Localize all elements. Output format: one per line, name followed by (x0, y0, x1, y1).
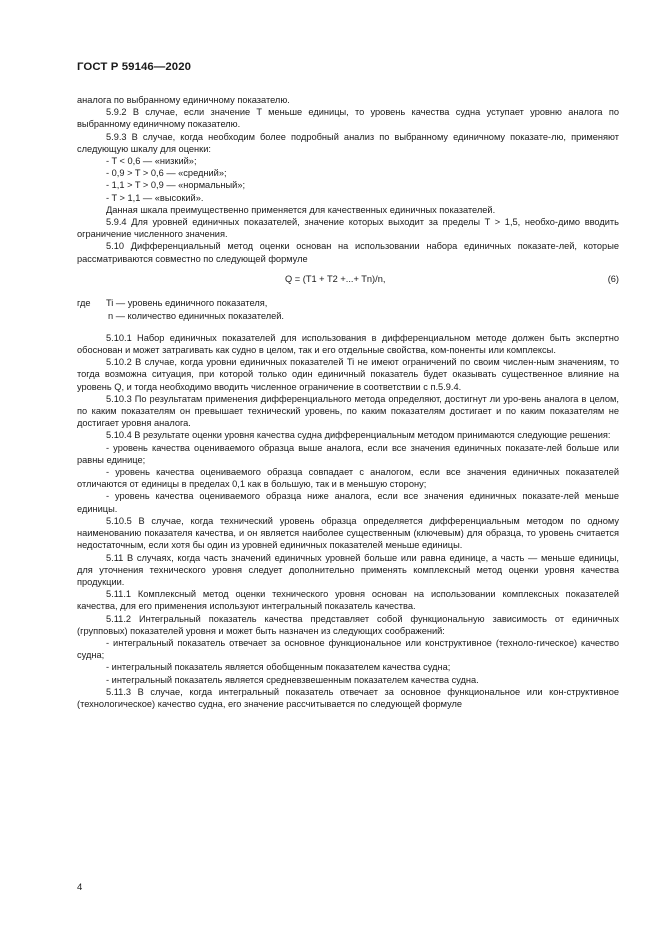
document-body (77, 94, 619, 710)
paragraph-5-10: 5.10 Дифференциальный метод оценки основан на использовании набора единичных показате-лей, которые рассматриваются совместно по следующей формуле (77, 241, 619, 264)
formula-6 (77, 265, 619, 297)
scale-item-normal: - 1,1 > T > 0,9 — «нормальный»; (106, 180, 246, 191)
formula-text: Q = (T1 + T2 +...+ Tn)/n, (285, 273, 386, 284)
paragraph-5-11: 5.11 В случаях, когда часть значений единичных уровней больше или равна единице, а часть — меньше единицы, для уточнения технического уровня следует дополнительно применять комплексный метод оценки уровня качества продукции. (77, 552, 619, 587)
integral-item: - интегральный показатель является обобщенным показателем качества судна; (106, 662, 451, 673)
paragraph-5-10-5: 5.10.5 В случае, когда технический уровень образца определяется дифференциальным методом по одному наименованию показателя качества, и он является наиболее существенным (ключевым) для образца, то уровень считается недостаточным, если хотя бы один из уровней единичных показателей меньше единицы. (77, 515, 619, 551)
paragraph-5-11-1: 5.11.1 Комплексный метод оценки технического уровня основан на использовании комплексных показателей качества, для его применения используют интегральный показатель качества. (77, 589, 619, 612)
decision-item: - уровень качества оцениваемого образца ниже аналога, если все значения единичных показате-лей меньше единицы. (77, 491, 619, 514)
where-label: где (77, 297, 91, 308)
where-block (77, 297, 619, 310)
paragraph-5-11-3: 5.11.3 В случае, когда интегральный показатель отвечает за основное функциональное или кон-структивное (технологическое) качество судна, его значение рассчитывается по следующей формуле (77, 686, 619, 709)
paragraph-5-9-3: 5.9.3 В случае, когда необходим более подробный анализ по выбранному единичному показате-лю, применяют следующую шкалу для оценки: (77, 131, 619, 154)
paragraph-5-10-4: 5.10.4 В результате оценки уровня качества судна дифференциальным методом принимаются следующие решения: (106, 430, 611, 441)
text-line: аналога по выбранному единичному показателю. (77, 95, 290, 105)
formula-number: (6) (607, 273, 619, 284)
standard-header: ГОСТ Р 59146—2020 (77, 61, 192, 73)
paragraph-5-10-1: 5.10.1 Набор единичных показателей для использования в дифференциальном методе должен быть экспертно обоснован и может затрагивать как судно в целом, так и его отдельные свойства, ком-поненты или комплексы. (77, 332, 619, 356)
scale-item-high: - T > 1,1 — «высокий». (106, 192, 204, 203)
scale-item-medium: - 0,9 > T > 0,6 — «средний»; (106, 168, 227, 179)
integral-item: - интегральный показатель является средневзвешенным показателем качества судна. (106, 674, 479, 685)
paragraph-5-11-2: 5.11.2 Интегральный показатель качества представляет собой функциональную зависимость от единичных (групповых) показателей уровня и может быть назначен из следующих соображений: (77, 613, 619, 636)
decision-item: - уровень качества оцениваемого образца совпадает с аналогом, если все значения единичных показателей отличаются от единицы в пределах 0,1 как в большую, так и в меньшую сторону; (77, 467, 619, 490)
paragraph-5-10-3: 5.10.3 По результатам применения дифференциального метода определяют, достигнут ли уро-вень аналога в целом, по каким показателям он превышает технический уровень, по каким показателям достигает и по каким показателям не достигает уровня аналога. (77, 393, 619, 429)
where-def-ti: Ti — уровень единичного показателя, (106, 297, 268, 308)
integral-item: - интегральный показатель отвечает за основное функциональное или конструктивное (техноло-гическое) качество судна; (77, 637, 619, 661)
spacer (77, 323, 619, 332)
decision-item: - уровень качества оцениваемого образца выше аналога, если все значения единичных показате-лей больше или равны единице; (77, 442, 619, 465)
scale-note: Данная шкала преимущественно применяется для качественных единичных показателей. (106, 204, 496, 215)
paragraph-5-10-2: 5.10.2 В случае, когда уровни единичных показателей Ti не имеют ограничений по своим числен-ным значениям, то тогда возможна ситуация, при которой только один единичный показатель будет оказывать существенное влияние на уровень Q, и тогда необходимо вводить численное ограничение в соответствии с п.5.9.4. (77, 357, 619, 392)
scale-item-low: - T < 0,6 — «низкий»; (106, 156, 197, 167)
where-block-2 (77, 310, 619, 323)
page-number: 4 (77, 882, 83, 893)
paragraph-5-9-4: 5.9.4 Для уровней единичных показателей, значение которых выходит за пределы T > 1,5, необхо-димо вводить ограничение численного значения. (77, 217, 619, 240)
where-def-n: n — количество единичных показателей. (108, 310, 284, 321)
paragraph-5-9-2: 5.9.2 В случае, если значение T меньше единицы, то уровень качества судна уступает уровню аналога по выбранному единичному показателю. (77, 107, 619, 130)
